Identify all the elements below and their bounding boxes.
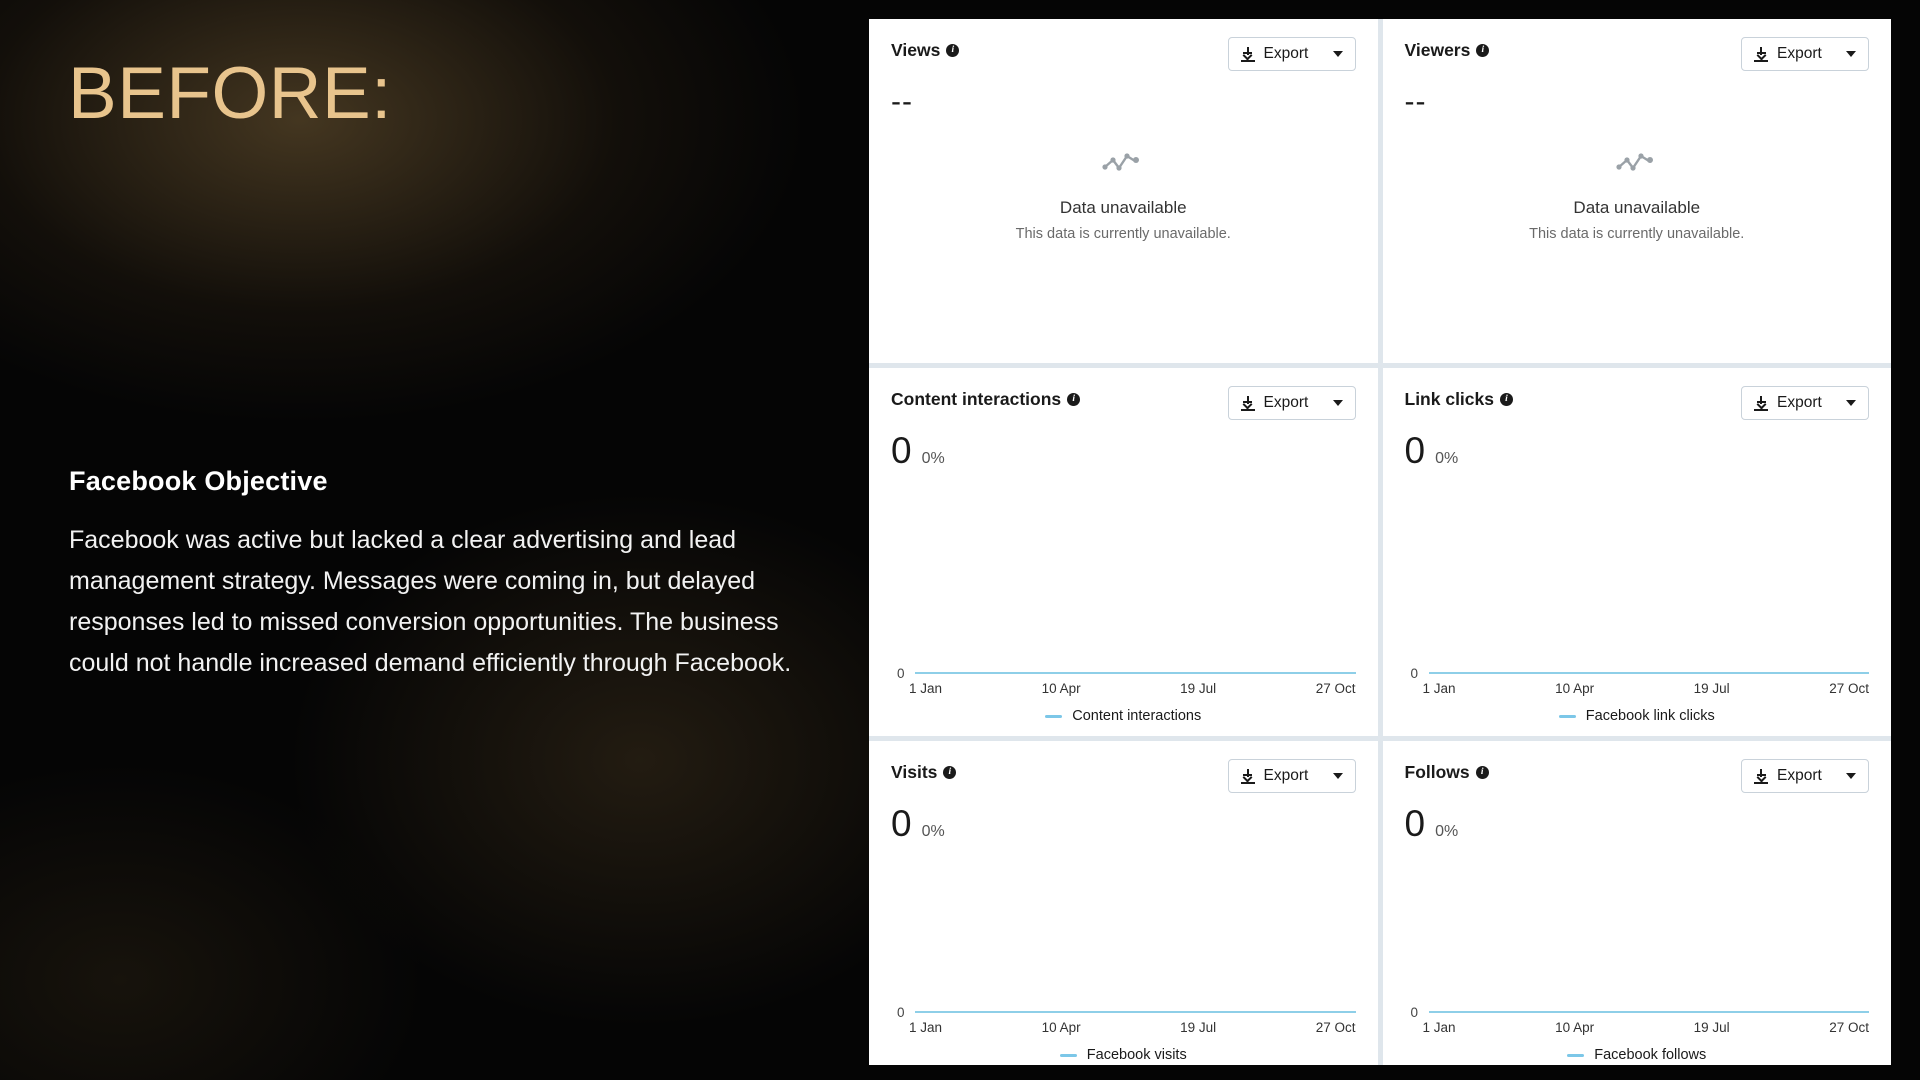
metric-card-visits xyxy=(869,741,1378,1065)
download-icon xyxy=(1754,47,1768,62)
legend-label: Facebook visits xyxy=(1086,1047,1187,1063)
download-icon xyxy=(1754,396,1768,411)
x-axis-tick: 27 Oct xyxy=(1829,681,1869,696)
info-icon[interactable]: i xyxy=(1067,393,1080,406)
metric-summary xyxy=(891,432,1356,469)
chart-legend xyxy=(891,1047,1356,1063)
x-axis-tick: 19 Jul xyxy=(1180,1020,1217,1035)
info-icon[interactable]: i xyxy=(1500,393,1513,406)
info-icon[interactable]: i xyxy=(943,766,956,779)
left-panel xyxy=(0,0,870,1080)
card-title xyxy=(1405,37,1490,61)
x-axis-tick: 19 Jul xyxy=(1693,681,1730,696)
y-axis-tick: 0 xyxy=(1410,666,1419,681)
metric-change: 0% xyxy=(921,450,945,467)
line-chart xyxy=(891,875,1356,1065)
legend-label: Facebook link clicks xyxy=(1585,708,1715,724)
y-axis-tick: 0 xyxy=(897,1005,905,1020)
card-title xyxy=(1405,759,1489,783)
x-axis-ticks xyxy=(909,681,1356,696)
chevron-down-icon xyxy=(1333,51,1343,57)
card-title-label: Views xyxy=(891,40,941,60)
metric-change: 0% xyxy=(1435,450,1459,467)
x-axis-tick: 1 Jan xyxy=(1422,1020,1456,1035)
legend-label: Facebook follows xyxy=(1594,1047,1707,1063)
download-icon xyxy=(1241,396,1255,411)
chevron-down-icon xyxy=(1846,400,1856,406)
info-icon[interactable]: i xyxy=(1476,44,1489,57)
y-axis-tick: 0 xyxy=(897,666,905,681)
export-button-label: Export xyxy=(1777,767,1822,784)
metric-value: -- xyxy=(1404,85,1427,118)
card-header xyxy=(1405,759,1870,793)
card-header xyxy=(891,37,1356,71)
x-axis-tick: 19 Jul xyxy=(1180,681,1217,696)
metric-change: 0% xyxy=(1435,823,1459,840)
export-button-label: Export xyxy=(1263,767,1309,784)
chart-series-line xyxy=(915,1011,1356,1013)
unavailable-title: Data unavailable xyxy=(1573,198,1701,217)
card-header xyxy=(1405,37,1870,71)
metric-value: 0 xyxy=(891,803,912,844)
download-icon xyxy=(1241,47,1255,62)
export-button[interactable] xyxy=(1228,37,1356,71)
info-icon[interactable]: i xyxy=(946,44,959,57)
metric-value: 0 xyxy=(891,430,912,471)
download-icon xyxy=(1241,769,1255,784)
unavailable-subtitle: This data is currently unavailable. xyxy=(1529,226,1745,242)
legend-swatch-icon xyxy=(1567,1054,1584,1057)
data-unavailable-block xyxy=(1383,147,1892,242)
card-title xyxy=(891,37,959,61)
metric-value: -- xyxy=(891,85,913,118)
chart-legend xyxy=(1405,708,1870,724)
chevron-down-icon xyxy=(1333,400,1343,406)
export-button[interactable] xyxy=(1228,759,1356,793)
x-axis-tick: 1 Jan xyxy=(909,1020,943,1035)
x-axis-ticks xyxy=(1422,681,1870,696)
chart-series-line xyxy=(915,672,1356,674)
chart-series-line xyxy=(1429,672,1870,674)
y-axis-tick: 0 xyxy=(1410,1005,1419,1020)
facebook-insights-dashboard xyxy=(869,19,1891,1065)
card-title-label: Viewers xyxy=(1404,40,1471,60)
x-axis-tick: 1 Jan xyxy=(909,681,943,696)
section-body-text: Facebook was active but lacked a clear advertising and lead management strategy. Messages were coming in, but delayed responses led to missed conversion opportunities. The business could not handle increased demand efficiently through Facebook. xyxy=(69,526,792,677)
metric-value: 0 xyxy=(1404,430,1426,471)
card-title-label: Visits xyxy=(891,762,938,782)
x-axis-tick: 27 Oct xyxy=(1829,1020,1869,1035)
export-button[interactable] xyxy=(1741,386,1869,420)
card-header xyxy=(891,759,1356,793)
card-title xyxy=(891,759,956,783)
x-axis-ticks xyxy=(1422,1020,1870,1035)
line-chart-icon xyxy=(1616,147,1658,182)
chart-legend xyxy=(891,708,1356,724)
card-title-label: Link clicks xyxy=(1404,389,1494,409)
export-button[interactable] xyxy=(1228,386,1356,420)
export-button-label: Export xyxy=(1777,45,1822,62)
line-chart xyxy=(1405,536,1870,736)
page-title: BEFORE: xyxy=(68,53,392,134)
section-heading: Facebook Objective xyxy=(69,466,328,496)
chevron-down-icon xyxy=(1846,773,1856,779)
x-axis-tick: 27 Oct xyxy=(1315,681,1356,696)
legend-label: Content interactions xyxy=(1072,708,1202,724)
metric-card-link-clicks xyxy=(1383,368,1892,736)
line-chart xyxy=(1405,875,1870,1065)
metric-card-follows xyxy=(1383,741,1892,1065)
card-header xyxy=(891,386,1356,420)
metric-change: 0% xyxy=(921,823,945,840)
x-axis-tick: 10 Apr xyxy=(1555,1020,1595,1035)
legend-swatch-icon xyxy=(1559,715,1576,718)
line-chart xyxy=(891,536,1356,736)
x-axis-tick: 10 Apr xyxy=(1041,681,1081,696)
export-button[interactable] xyxy=(1741,37,1869,71)
card-header xyxy=(1405,386,1870,420)
data-unavailable-block xyxy=(869,147,1378,242)
x-axis-tick: 19 Jul xyxy=(1693,1020,1730,1035)
download-icon xyxy=(1754,769,1768,784)
card-title-label: Follows xyxy=(1404,762,1470,782)
card-title xyxy=(1405,386,1514,410)
card-title xyxy=(891,386,1080,410)
metric-card-viewers xyxy=(1383,19,1892,363)
line-chart-icon xyxy=(1102,147,1144,182)
metric-summary xyxy=(891,805,1356,842)
x-axis-tick: 1 Jan xyxy=(1422,681,1456,696)
x-axis-tick: 10 Apr xyxy=(1555,681,1595,696)
chevron-down-icon xyxy=(1846,51,1856,57)
legend-swatch-icon xyxy=(1045,715,1062,718)
card-title-label: Content interactions xyxy=(891,389,1062,409)
metric-summary xyxy=(1405,805,1870,842)
unavailable-subtitle: This data is currently unavailable. xyxy=(1015,226,1231,242)
chart-legend xyxy=(1405,1047,1870,1063)
export-button-label: Export xyxy=(1777,394,1822,411)
metric-summary xyxy=(1405,432,1870,469)
x-axis-ticks xyxy=(909,1020,1356,1035)
export-button-label: Export xyxy=(1263,394,1309,411)
info-icon[interactable]: i xyxy=(1476,766,1489,779)
metric-card-content-interactions xyxy=(869,368,1378,736)
chart-series-line xyxy=(1429,1011,1870,1013)
metric-card-views xyxy=(869,19,1378,363)
export-button-label: Export xyxy=(1263,45,1309,62)
x-axis-tick: 10 Apr xyxy=(1041,1020,1081,1035)
chevron-down-icon xyxy=(1333,773,1343,779)
export-button[interactable] xyxy=(1741,759,1869,793)
legend-swatch-icon xyxy=(1060,1054,1077,1057)
x-axis-tick: 27 Oct xyxy=(1315,1020,1356,1035)
unavailable-title: Data unavailable xyxy=(1059,198,1187,217)
metric-value: 0 xyxy=(1404,803,1426,844)
